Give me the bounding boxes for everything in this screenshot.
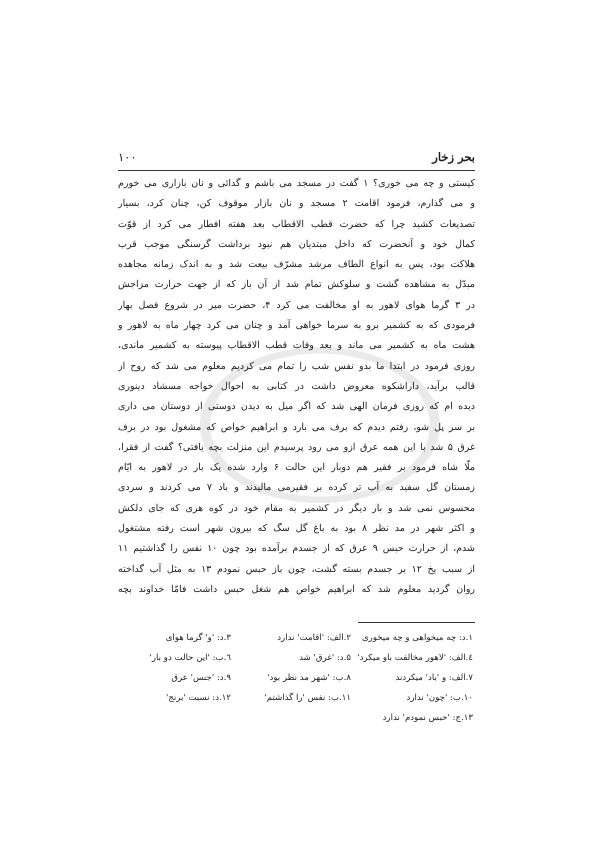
body-line: از سبب یخ ۱۲ بر جسدم بسته گشت، چون باز حبس نمودم ۱۳ به مثل آب گداخته — [118, 563, 475, 575]
footnote: ۲.الف: 'اقامت' ندارد — [277, 633, 351, 643]
body-line: ملّا شاه فرمود بر فقیر هم دوبار این حالت ۶ وارد شده یک بار در لاهور به ایّام — [118, 462, 475, 474]
footnote-rule — [358, 622, 475, 623]
footnote: ۱۰.ب: 'چون' ندارد — [406, 693, 473, 703]
body-line: تصدیعات کشید چرا که حضرت قطب الاقطاب بعد هفته افطار می کرد از قوّت — [118, 218, 475, 230]
body-line: دیده ام که روزی فرمان الهی شد که اگر میل به دیدن دوستی از دوستان می داری — [118, 401, 475, 413]
footnote: ۵.د: 'غرق' شد — [299, 653, 351, 663]
footnotes — [128, 628, 473, 728]
footnote: ٦.ب: 'این حالت دو بار' — [149, 653, 231, 663]
footnote-row — [128, 668, 473, 688]
running-header — [118, 150, 475, 168]
body-line: فرمودی که به کشمیر برو به سرما خواهی آمد و چنان می کرد چهار ماه به لاهور و — [118, 320, 475, 332]
footnote: ۱۱.ب: نفس 'را گذاشتم' — [264, 693, 351, 703]
body-line: کیستی و چه می خوری؟ ۱ گفت در مسجد می باشم و گدائی و نان بازاری می خورم — [118, 178, 475, 189]
body-line: هلاکت بود، پس به انواع الطاف مرشد مشرّف بیعت شد و به اندک زمانه مجاهده — [118, 259, 475, 271]
body-line: روان گردید معلوم شد که ابراهیم خواص هم شغل حبس داشت فامّا خداوند بچه — [118, 583, 475, 595]
body-line: قالب برآید، داراشکوه معروض داشت در کتابی به احوال خواجه مسشاد دینوری — [118, 380, 475, 392]
footnote: ۱۳.ج: 'حبس نمودم' ندارد — [382, 713, 473, 723]
page-number: ۱۰۰ — [118, 150, 137, 164]
body-line: و اکثر شهر در مد نظر ۸ بود به باغ گل سگ که بیرون شهر است رفته مشتغول — [118, 523, 475, 535]
body-line: زمستان گل سفید به آب تر کرده بر فقیرمی مالیدند و باد ۷ می کردند و سردی — [118, 482, 475, 494]
footnote: ۸.ب: 'شهر مد نظر بود' — [267, 673, 351, 683]
footnote: ۳.د: 'و' گرما هوای — [165, 633, 231, 643]
footnote-row — [128, 688, 473, 708]
footnote-row — [128, 648, 473, 668]
body-line: مبدّل به مشاهده گشت و سلوکش تمام شد از آن باز که از جهت حرارت مزاجش — [118, 279, 475, 291]
body-line: و می گذارم، فرمود اقامت ۲ مسجد و نان بازار موقوف کن، چنان کرد، بسیار — [118, 198, 475, 210]
body-text — [118, 174, 475, 600]
footnote-row — [128, 628, 473, 648]
footnote: ۷.الف: و 'باد' میکردند — [395, 673, 473, 683]
footnote: ٤.الف: 'لاهور مخالفت باو میکرد' — [357, 653, 473, 663]
body-line: هشت ماه به کشمیر می ماند و بعد وفات قطب الاقطاب پیوسته به کشمیر ماندی، — [118, 340, 475, 352]
body-line: روزی فرمود در ابتدا ما بدو نفس شب را تمام می کردیم معلوم می شد که روح از — [118, 360, 475, 372]
body-line: کمال خود و آنحضرت که داخل مبتدیان هم نبود برداشت گرسنگی موجب قرب — [118, 238, 475, 250]
body-line: محسوس نمی شد و بار دیگر در کشمیر به مقام خود در کوه هری که جای دلکش — [118, 502, 475, 514]
body-line: غرق ۵ شد با این همه عرق ازو می رود پرسیدم این منزلت بچه یافتی؟ گفت از فقرا، — [118, 441, 475, 453]
header-rule — [118, 170, 475, 171]
footnote: ۱.د: چه میخواهی و چه میخوری — [361, 633, 473, 643]
body-line: بر سر پل شو، رفتم دیدم که برف می بارد و ابراهیم خواص که مشغول بود در برف — [118, 421, 475, 433]
body-line: در ۳ گرما هوای لاهور به او مخالفت می کرد ۴، حضرت میر در شروع فصل بهار — [118, 299, 475, 311]
body-line: شدم، از حرارت حبس ۹ عرق که از جسدم برآمده بود چون ۱۰ نفس را گذاشتیم ۱۱ — [118, 543, 475, 555]
footnote-row — [128, 708, 473, 728]
running-title: بحر زخار — [432, 150, 475, 164]
footnote: ۹.د: 'جنس' عرق — [171, 673, 231, 683]
footnote: ۱۲.د: نسبت 'برنج' — [165, 693, 231, 703]
